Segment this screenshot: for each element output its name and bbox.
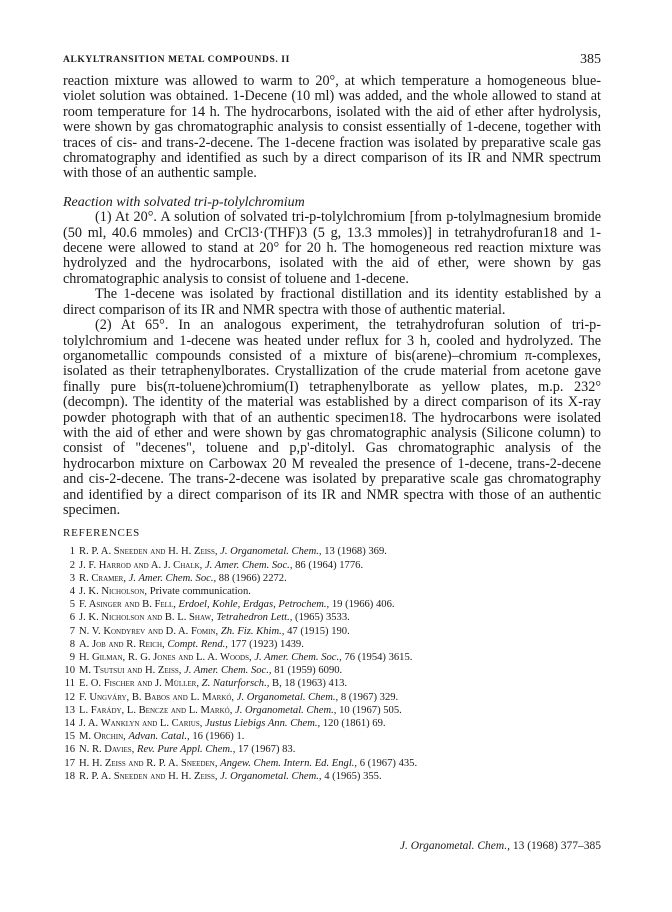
reference-authors: R. P. A. Sneeden and H. H. Zeiss,	[79, 546, 218, 558]
reference-journal: Zh. Fiz. Khim.,	[220, 625, 285, 637]
reference-item	[63, 717, 601, 730]
reference-number: 15	[64, 731, 75, 743]
reference-number: 5	[69, 599, 75, 611]
reference-details: 88 (1966) 2272.	[218, 572, 287, 584]
reference-number: 14	[64, 718, 75, 730]
reference-item	[63, 585, 601, 598]
reference-item	[63, 545, 601, 558]
reference-list	[63, 545, 601, 783]
reference-details: (1965) 3533.	[295, 612, 350, 624]
reference-authors: R. P. A. Sneeden and H. H. Zeiss,	[79, 770, 218, 782]
reference-number: 10	[64, 665, 75, 677]
reference-item	[63, 757, 601, 770]
reference-number: 2	[69, 559, 75, 571]
page-body	[63, 52, 601, 783]
reference-authors: M. Tsutsui and H. Zeiss,	[79, 665, 182, 677]
reference-journal: Rev. Pure Appl. Chem.,	[136, 744, 236, 756]
reference-authors: M. Orchin,	[79, 731, 126, 743]
reference-journal: Erdoel, Kohle, Erdgas, Petrochem.,	[178, 599, 330, 611]
reference-details: B, 18 (1963) 413.	[272, 678, 348, 690]
reference-authors: H. H. Zeiss and R. P. A. Sneeden,	[79, 757, 218, 769]
reference-details: 177 (1923) 1439.	[230, 638, 304, 650]
reference-journal: Tetrahedron Lett.,	[216, 612, 293, 624]
reference-item	[63, 743, 601, 756]
reference-number: 16	[64, 744, 75, 756]
reference-item	[63, 730, 601, 743]
paragraph-continuation: reaction mixture was allowed to warm to 20°, at which temperature a homogeneous blue-violet solution was obtained. 1-Decene (10 ml) was added, and the whole allowed to stand at room temperature for 14 h. The hydrocarbons, isolated with the aid of ether after hydrolysis, were shown by gas chromatographic analysis to consist essentially of 1-decene, together with traces of cis- and trans-2-decene. The 1-decene fraction was isolated by preparative scale gas chromatography and identified as such by a direct comparison of its IR and NMR spectrum with those of an authentic sample.	[63, 73, 601, 182]
reference-details: 19 (1966) 406.	[331, 599, 395, 611]
reference-item	[63, 691, 601, 704]
reference-authors: A. Job and R. Reich,	[79, 638, 165, 650]
reference-authors: N. R. Davies,	[79, 744, 135, 756]
reference-authors: J. A. Wanklyn and L. Carius,	[79, 718, 203, 730]
page-number: 385	[580, 52, 601, 67]
reference-journal: J. Organometal. Chem.,	[235, 704, 337, 716]
reference-item	[63, 704, 601, 717]
reference-item	[63, 572, 601, 585]
reference-number: 3	[69, 572, 75, 584]
paragraph-experiment-2: (2) At 65°. In an analogous experiment, the tetrahydrofuran solution of tri-p-tolylchromium and 1-decene was heated under reflux for 3 h, cooled and hydrolyzed. The organometallic compounds consisted of a mixture of bis(arene)–chromium π-complexes, isolated as their tetraphenylborates. Crystallization of the crude material from acetone gave finally pure bis(π-toluene)chromium(I) tetraphenylborate as yellow plates, m.p. 232° (decompn). The identity of the material was established by a direct comparison of its X-ray powder photograph with that of an authentic specimen18. The hydrocarbons were isolated with the aid of ether and were shown by gas chromatographic analysis (Silicone column) to consist of "decenes", toluene and p,p'-ditolyl. Gas chromatographic analysis of the hydrocarbon mixture on Carbowax 20 M revealed the presence of 1-decene, trans-2-decene and cis-2-decene. The trans-2-decene was isolated by preparative scale gas chromatography and identified by a direct comparison of its IR and NMR spectra with those of an authentic specimen.	[63, 317, 601, 518]
reference-authors: L. Farády, L. Bencze and L. Markó,	[79, 704, 233, 716]
reference-authors: J. K. Nicholson,	[79, 585, 148, 597]
reference-authors: F. Ungváry, B. Babos and L. Markó,	[79, 691, 235, 703]
reference-details: 47 (1915) 190.	[287, 625, 350, 637]
reference-number: 13	[64, 704, 75, 716]
reference-journal: Advan. Catal.,	[128, 731, 190, 743]
reference-number: 18	[64, 770, 75, 782]
reference-details: 120 (1861) 69.	[322, 718, 386, 730]
reference-journal: J. Amer. Chem. Soc.,	[254, 652, 342, 663]
reference-item	[63, 559, 601, 572]
reference-journal: J. Amer. Chem. Soc.,	[184, 665, 272, 677]
reference-number: 17	[64, 757, 75, 769]
reference-details: Private communication.	[149, 585, 251, 597]
reference-details: 4 (1965) 355.	[324, 770, 382, 782]
reference-number: 12	[64, 691, 75, 703]
reference-item	[63, 611, 601, 624]
reference-journal: J. Organometal. Chem.,	[236, 691, 339, 703]
reference-details: 81 (1959) 6090.	[274, 665, 343, 677]
reference-journal: J. Amer. Chem. Soc.,	[128, 572, 217, 584]
reference-details: 10 (1967) 505.	[339, 704, 402, 716]
reference-item	[63, 651, 601, 664]
reference-journal: Angew. Chem. Intern. Ed. Engl.,	[220, 757, 358, 769]
journal-footer	[400, 840, 601, 852]
reference-details: 6 (1967) 435.	[359, 757, 418, 769]
reference-item	[63, 625, 601, 638]
reference-journal: J. Organometal. Chem.,	[220, 770, 322, 782]
running-header	[63, 52, 601, 74]
footer-journal: J. Organometal. Chem.,	[399, 840, 510, 852]
reference-details: 76 (1954) 3615.	[344, 652, 413, 663]
reference-details: 13 (1968) 369.	[324, 546, 387, 558]
footer-citation: 13 (1968) 377–385	[512, 840, 601, 852]
reference-details: 8 (1967) 329.	[340, 691, 399, 703]
reference-number: 7	[69, 625, 75, 637]
running-title: ALKYLTRANSITION METAL COMPOUNDS. II	[63, 55, 290, 65]
reference-authors: J. F. Harrod and A. J. Chalk,	[79, 559, 203, 571]
reference-journal: Compt. Rend.,	[167, 638, 228, 650]
reference-item	[63, 598, 601, 611]
reference-journal: Z. Naturforsch.,	[201, 678, 270, 690]
reference-authors: N. V. Kondyrev and D. A. Fomin,	[79, 625, 219, 637]
reference-authors: H. Gilman, R. G. Jones and L. A. Woods,	[79, 652, 252, 663]
reference-details: 16 (1966) 1.	[192, 731, 245, 743]
reference-number: 1	[69, 546, 75, 558]
reference-number: 4	[69, 585, 75, 597]
reference-number: 11	[64, 678, 75, 690]
reference-authors: J. K. Nicholson and B. L. Shaw,	[79, 612, 214, 624]
section-heading: Reaction with solvated tri-p-tolylchromium	[63, 194, 305, 210]
reference-journal: J. Amer. Chem. Soc.,	[204, 559, 293, 571]
reference-journal: J. Organometal. Chem.,	[220, 546, 322, 558]
reference-item	[63, 677, 601, 690]
reference-authors: R. Cramer,	[79, 572, 126, 584]
reference-details: 17 (1967) 83.	[238, 744, 296, 756]
paragraph-distillation: The 1-decene was isolated by fractional distillation and its identity established by a direct comparison of its IR and NMR spectra with those of authentic material.	[63, 286, 601, 318]
reference-item	[63, 638, 601, 651]
reference-authors: E. O. Fischer and J. Müller,	[79, 678, 200, 690]
reference-number: 9	[69, 652, 75, 663]
reference-journal: Justus Liebigs Ann. Chem.,	[205, 718, 321, 730]
reference-number: 6	[69, 612, 75, 624]
reference-details: 86 (1964) 1776.	[295, 559, 364, 571]
reference-authors: F. Asinger and B. Fell,	[79, 599, 176, 611]
reference-item	[63, 770, 601, 783]
reference-item	[63, 664, 601, 677]
paragraph-experiment-1: (1) At 20°. A solution of solvated tri-p-tolylchromium [from p-tolylmagnesium bromide (50 ml, 40.6 mmoles) and CrCl3·(THF)3 (5 g, 13.3 mmoles)] in tetrahydrofuran18 and 1-decene were allowed to stand at 20° for 20 h. The homogeneous red reaction mixture was hydrolyzed and the hydrocarbons, isolated with the aid of ether, were shown by gas chromatographic analysis to consist of toluene and 1-decene.	[63, 209, 601, 287]
references-heading: REFERENCES	[63, 527, 141, 540]
reference-number: 8	[69, 638, 75, 650]
